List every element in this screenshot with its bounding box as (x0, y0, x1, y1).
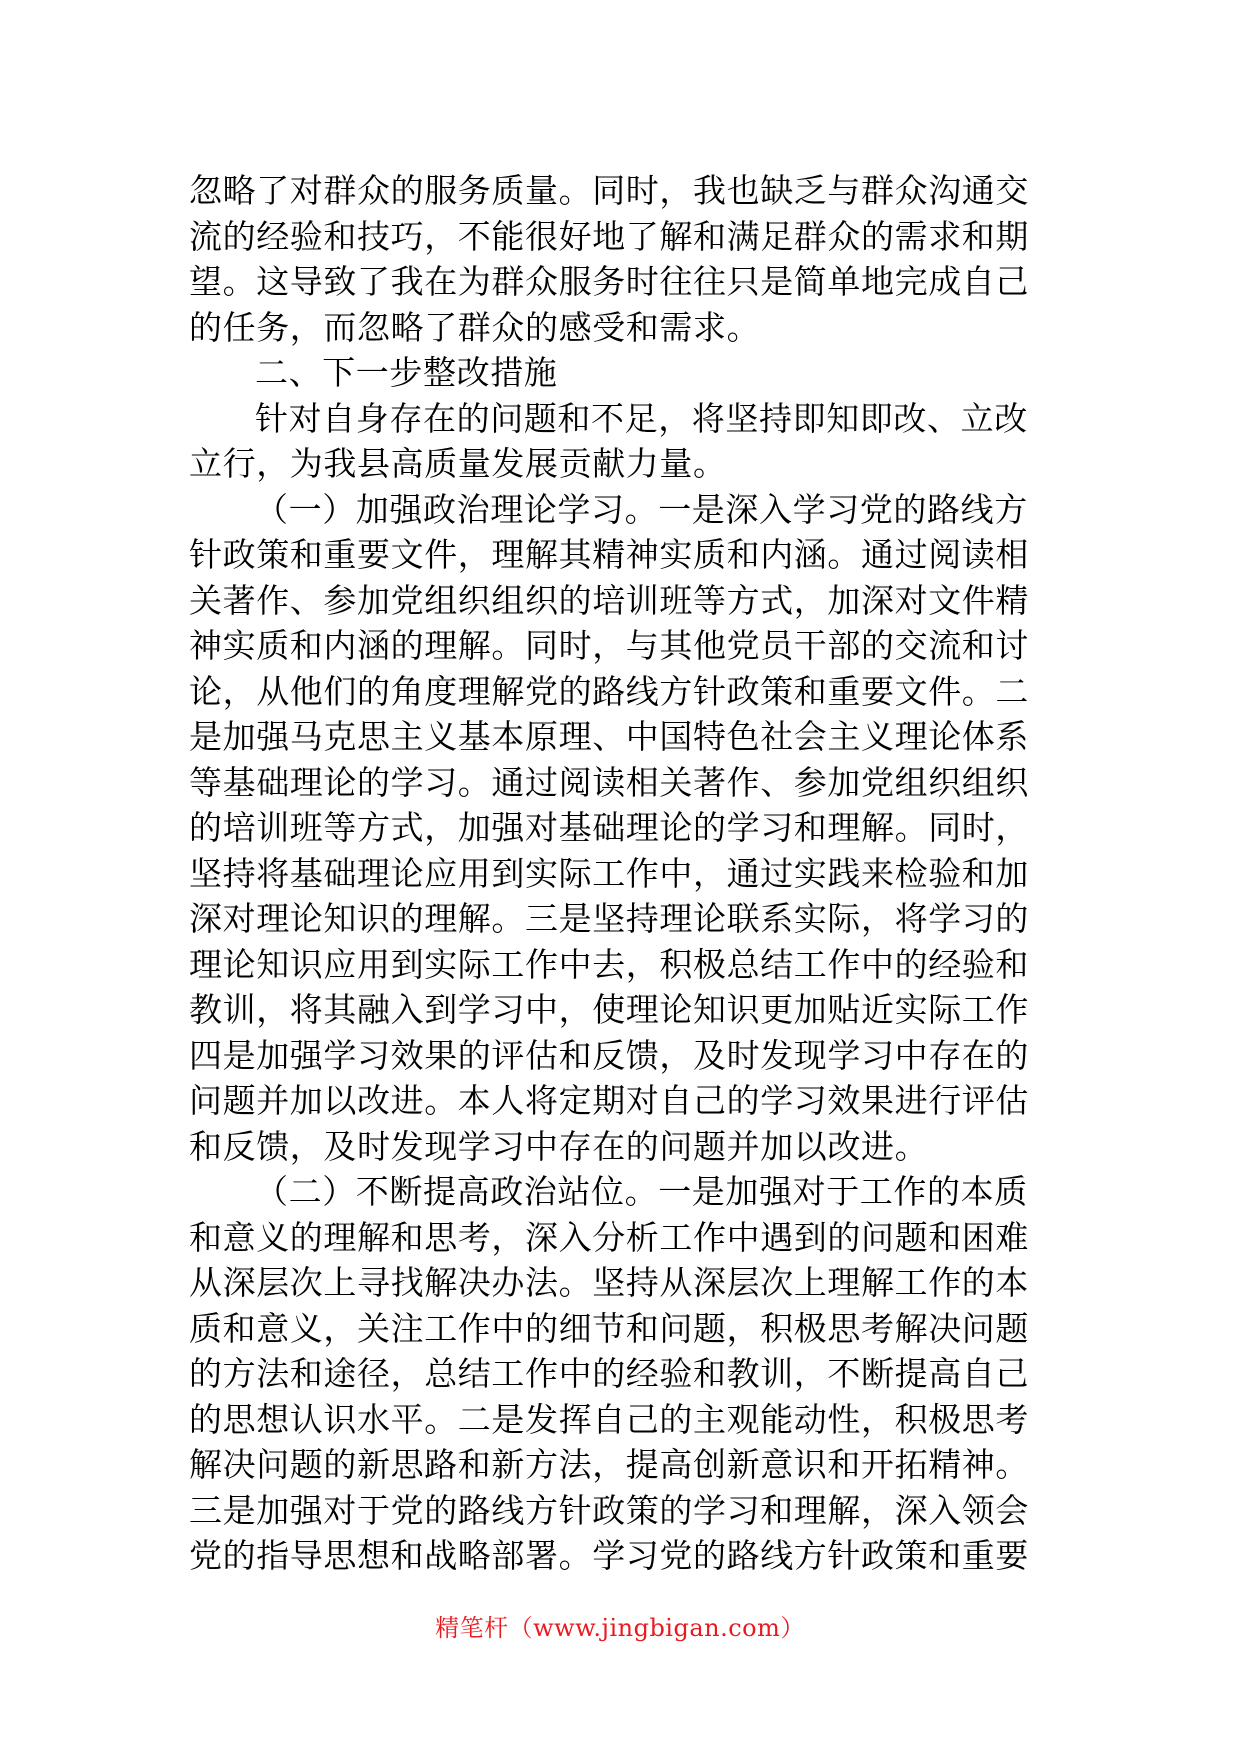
text-line-21: 问题并加以改进。本人将定期对自己的学习效果进行评估 (189, 1081, 1029, 1120)
text-line-2: 流的经验和技巧，不能很好地了解和满足群众的需求和期 (189, 216, 1029, 256)
text-line-18: 理论知识应用到实际工作中去，积极总结工作中的经验和 (189, 944, 1029, 984)
text-line-19: 教训，将其融入到学习中，使理论知识更加贴近实际工作 (189, 990, 1029, 1029)
text-line-14: 等基础理论的学习。通过阅读相关著作、参加党组织组织 (189, 762, 1029, 802)
text-line-3: 望。这导致了我在为群众服务时往往只是简单地完成自己 (189, 262, 1029, 301)
text-line-31: 党的指导思想和战略部署。学习党的路线方针政策和重要 (189, 1536, 1029, 1575)
text-line-22: 和反馈，及时发现学习中存在的问题并加以改进。 (189, 1126, 929, 1166)
section-heading: 二、下一步整改措施 (255, 353, 558, 392)
text-line-17: 深对理论知识的理解。三是坚持理论联系实际，将学习的 (189, 899, 1029, 938)
text-line-27: 的方法和途径，总结工作中的经验和教训，不断提高自己 (189, 1354, 1029, 1393)
text-line-29: 解决问题的新思路和新方法，提高创新意识和开拓精神。 (189, 1445, 1029, 1484)
text-line-15: 的培训班等方式，加强对基础理论的学习和理解。同时， (189, 808, 1029, 847)
text-line-9: 针政策和重要文件，理解其精神实质和内涵。通过阅读相 (189, 535, 1029, 574)
text-line-6: 针对自身存在的问题和不足，将坚持即知即改、立改 (255, 398, 1028, 438)
text-line-28: 的思想认识水平。二是发挥自己的主观能动性，积极思考 (189, 1399, 1029, 1439)
text-line-25: 从深层次上寻找解决办法。坚持从深层次上理解工作的本 (189, 1263, 1029, 1302)
text-line-12: 论，从他们的角度理解党的路线方针政策和重要文件。二 (189, 671, 1029, 711)
text-line-26: 质和意义，关注工作中的细节和问题，积极思考解决问题 (189, 1308, 1029, 1348)
text-line-4: 的任务，而忽略了群众的感受和需求。 (189, 307, 761, 347)
text-line-1: 忽略了对群众的服务质量。同时，我也缺乏与群众沟通交 (189, 171, 1029, 210)
text-line-16: 坚持将基础理论应用到实际工作中，通过实践来检验和加 (189, 853, 1029, 893)
text-line-7: 立行，为我县高质量发展贡献力量。 (189, 444, 727, 483)
text-line-13: 是加强马克思主义基本原理、中国特色社会主义理论体系 (189, 717, 1029, 756)
text-line-20: 四是加强学习效果的评估和反馈，及时发现学习中存在的 (189, 1035, 1029, 1075)
text-line-10: 关著作、参加党组织组织的培训班等方式，加深对文件精 (189, 580, 1029, 620)
text-line-30: 三是加强对于党的路线方针政策的学习和理解，深入领会 (189, 1490, 1029, 1530)
document-body (189, 168, 1059, 1579)
text-line-24: 和意义的理解和思考，深入分析工作中遇到的问题和困难 (189, 1217, 1029, 1257)
footer-watermark-link[interactable]: 精笔杆（www.jingbigan.com） (435, 1614, 805, 1642)
text-line-11: 神实质和内涵的理解。同时，与其他党员干部的交流和讨 (189, 626, 1029, 665)
subsection-heading-2: （二）不断提高政治站位。一是加强对于工作的本质 (255, 1172, 1028, 1211)
subsection-heading-1: （一）加强政治理论学习。一是深入学习党的路线方 (255, 489, 1028, 529)
